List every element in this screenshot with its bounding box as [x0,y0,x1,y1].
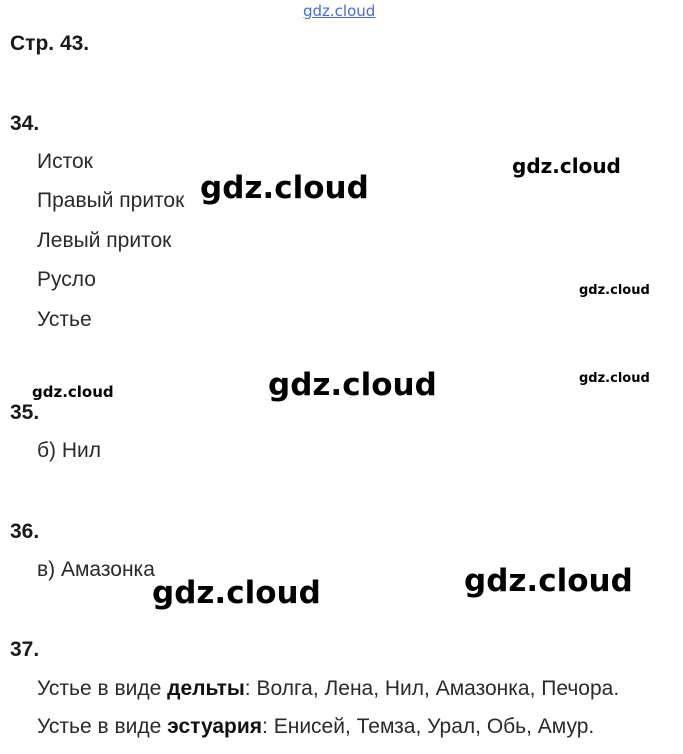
list-item-mouth: Устье [37,308,92,331]
delta-line [37,677,619,701]
list-item-left-tributary: Левый приток [37,229,172,252]
watermark: gdz.cloud [579,283,650,298]
watermark: gdz.cloud [152,575,321,611]
question-36-answer: в) Амазонка [37,558,155,581]
watermark: gdz.cloud [512,154,621,178]
question-35-answer: б) Нил [37,439,102,462]
question-34-number: 34. [10,112,40,135]
list-item-source: Исток [37,150,93,173]
watermark: gdz.cloud [200,170,369,206]
list-item-right-tributary: Правый приток [37,189,185,212]
question-35-number: 35. [10,401,40,424]
watermark: gdz.cloud [32,383,114,401]
delta-rivers: : Волга, Лена, Нил, Амазонка, Печора. [244,677,620,700]
question-37-number: 37. [10,638,40,661]
delta-term: дельты [167,677,245,700]
watermark: gdz.cloud [268,367,437,403]
watermark-top: gdz.cloud [303,2,376,20]
watermark: gdz.cloud [579,371,650,386]
delta-line-prefix: Устье в виде [37,677,168,700]
estuary-rivers: : Енисей, Темза, Урал, Обь, Амур. [262,715,595,738]
estuary-term: эстуария [167,715,263,738]
page-label: Стр. 43. [10,32,90,55]
estuary-line-prefix: Устье в виде [37,715,168,738]
question-36-number: 36. [10,520,40,543]
watermark: gdz.cloud [464,563,633,599]
estuary-line [37,715,594,739]
list-item-riverbed: Русло [37,268,96,291]
